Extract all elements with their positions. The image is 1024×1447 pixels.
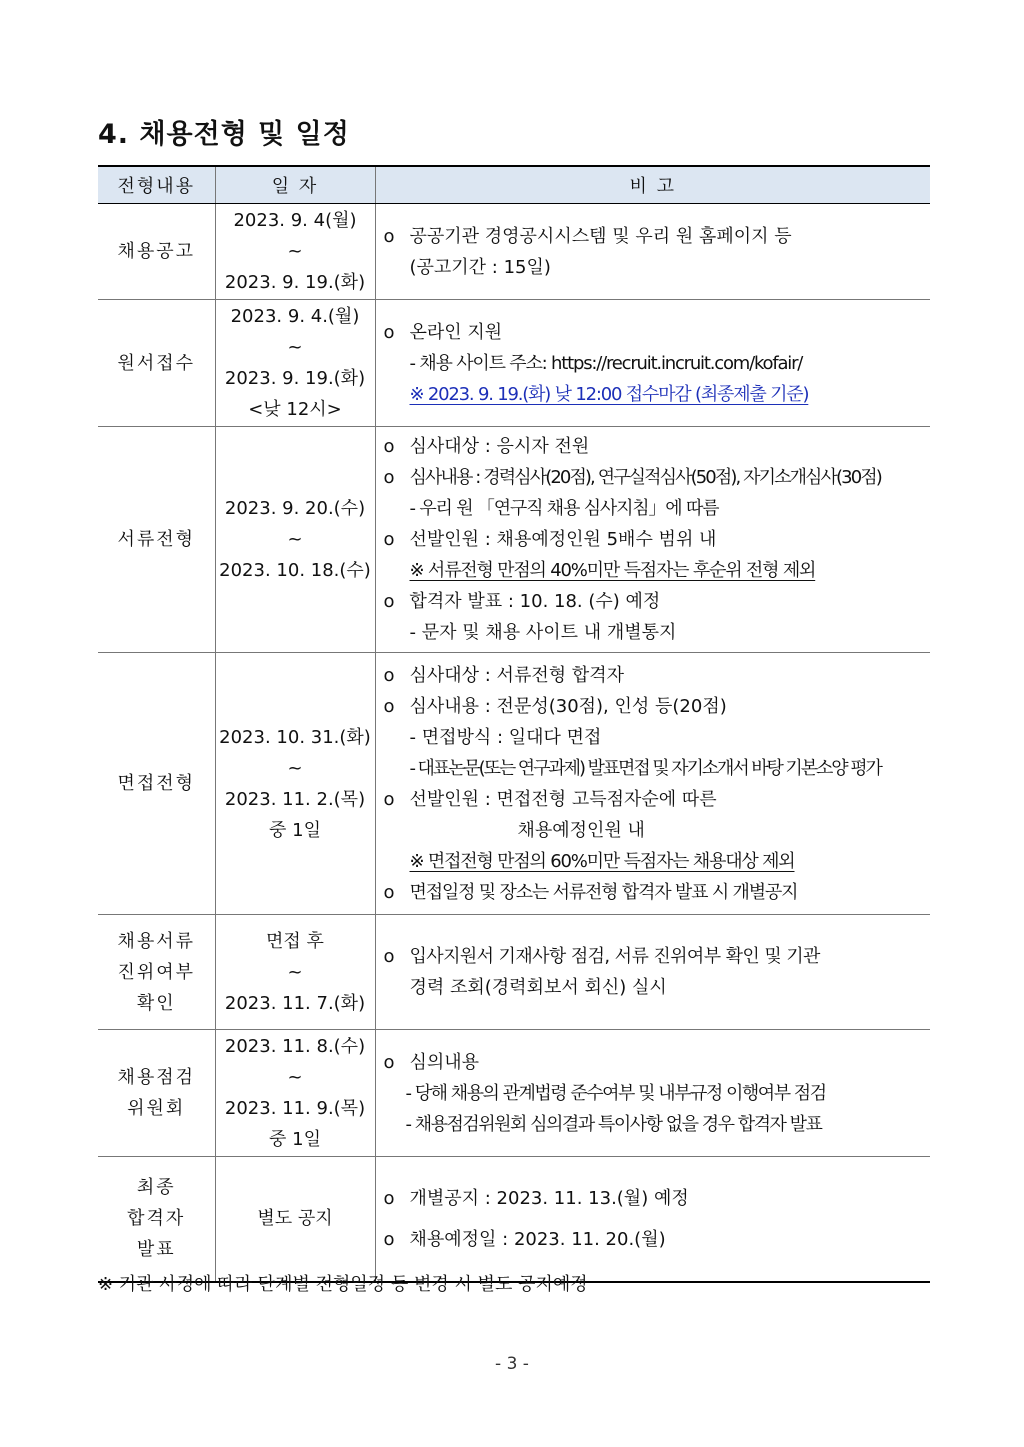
bullet: o xyxy=(383,529,395,550)
date-cell: 2023. 9. 4.(월) ~ 2023. 9. 19.(화) <낮 12시> xyxy=(215,300,375,427)
date-cell: 2023. 11. 8.(수) ~ 2023. 11. 9.(목) 중 1일 xyxy=(215,1030,375,1157)
table-row xyxy=(98,1157,930,1282)
bullet: o xyxy=(383,225,395,247)
page-number: - 3 - xyxy=(495,1354,529,1374)
note-cell: o 온라인 지원 - 채용 사이트 주소: https://recruit.incruit.com/kofair/ ※ 2023. 9. 19.(화) 낮 12:00 접수마감 (최종제출 기준) xyxy=(375,300,930,427)
date-cell: 2023. 9. 20.(수) ~ 2023. 10. 18.(수) xyxy=(215,427,375,653)
stage-cell: 채용서류 진위여부 확인 xyxy=(98,915,215,1030)
stage-cell: 채용공고 xyxy=(98,204,215,300)
date-cell: 면접 후 ~ 2023. 11. 7.(화) xyxy=(215,915,375,1030)
stage-cell: 원서접수 xyxy=(98,300,215,427)
table-row xyxy=(98,915,930,1030)
bullet: o xyxy=(383,591,395,612)
bullet: o xyxy=(383,881,395,903)
stage-cell: 서류전형 xyxy=(98,427,215,653)
header-stage: 전형내용 xyxy=(98,166,215,204)
bullet: o xyxy=(383,467,395,488)
section-title: 4. 채용전형 및 일정 xyxy=(98,119,350,150)
note-cell: o 심사대상 : 응시자 전원 o 심사내용 : 경력심사(20점), 연구실적심사(50점), 자기소개심사(30점) - 우리 원 「연구직 채용 심사지침」에 따름 o 선발인원 : 채용예정인원 5배수 범위 내 ※ 서류전형 만점의 40%미만 득점자는 후순위 전형 제외 o 합격자 발표 : 10. 18. (수) 예정 - 문자 및 채용 사이트 내 개별통지 xyxy=(375,427,930,653)
stage-cell: 최종 합격자 발표 xyxy=(98,1157,215,1282)
header-note: 비 고 xyxy=(375,166,930,204)
table-row xyxy=(98,300,930,427)
table-header-row xyxy=(98,166,930,204)
date-cell: 2023. 9. 4(월) ~ 2023. 9. 19.(화) xyxy=(215,204,375,300)
bullet: o xyxy=(383,788,395,810)
bullet: o xyxy=(383,1187,395,1209)
bullet: o xyxy=(383,1051,395,1073)
table-row xyxy=(98,1030,930,1157)
table-row xyxy=(98,204,930,300)
table-row xyxy=(98,653,930,915)
bullet: o xyxy=(383,695,395,717)
stage-cell: 채용점검 위원회 xyxy=(98,1030,215,1157)
note-cell: o 입사지원서 기재사항 점검, 서류 진위여부 확인 및 기관 경력 조회(경력회보서 회신) 실시 xyxy=(375,915,930,1030)
deadline-note: ※ 2023. 9. 19.(화) 낮 12:00 접수마감 (최종제출 기준) xyxy=(409,383,809,405)
table-row xyxy=(98,427,930,653)
bullet: o xyxy=(383,946,395,967)
note-cell: o 개별공지 : 2023. 11. 13.(월) 예정 o 채용예정일 : 2023. 11. 20.(월) xyxy=(375,1157,930,1282)
bullet: o xyxy=(383,321,395,343)
note-cell: o 심의내용 - 당해 채용의 관계법령 준수여부 및 내부규정 이행여부 점검 - 채용점검위원회 심의결과 특이사항 없을 경우 합격자 발표 xyxy=(375,1030,930,1157)
recruit-site-url: - 채용 사이트 주소: https://recruit.incruit.com/kofair/ xyxy=(409,352,803,374)
header-date: 일 자 xyxy=(215,166,375,204)
note-cell: o 공공기관 경영공시시스템 및 우리 원 홈페이지 등 (공고기간 : 15일) xyxy=(375,204,930,300)
bullet: o xyxy=(383,664,395,686)
bullet: o xyxy=(383,1228,395,1250)
footnote: ※ 기관 사정에 따라 단계별 전형일정 등 변경 시 별도 공지예정 xyxy=(98,1274,588,1295)
stage-cell: 면접전형 xyxy=(98,653,215,915)
date-cell: 별도 공지 xyxy=(215,1157,375,1282)
bullet: o xyxy=(383,436,395,457)
schedule-table xyxy=(98,165,930,1283)
note-cell: o 심사대상 : 서류전형 합격자 o 심사내용 : 전문성(30점), 인성 등(20점) - 면접방식 : 일대다 면접 - 대표논문(또는 연구과제) 발표면접 및 자기소개서 바탕 기본소양 평가 o 선발인원 : 면접전형 고득점자순에 따른 채용예정인원 내 ※ 면접전형 만점의 60%미만 득점자는 채용대상 제외 o 면접일정 및 장소는 서류전형 합격자 발표 시 개별공지 xyxy=(375,653,930,915)
date-cell: 2023. 10. 31.(화) ~ 2023. 11. 2.(목) 중 1일 xyxy=(215,653,375,915)
